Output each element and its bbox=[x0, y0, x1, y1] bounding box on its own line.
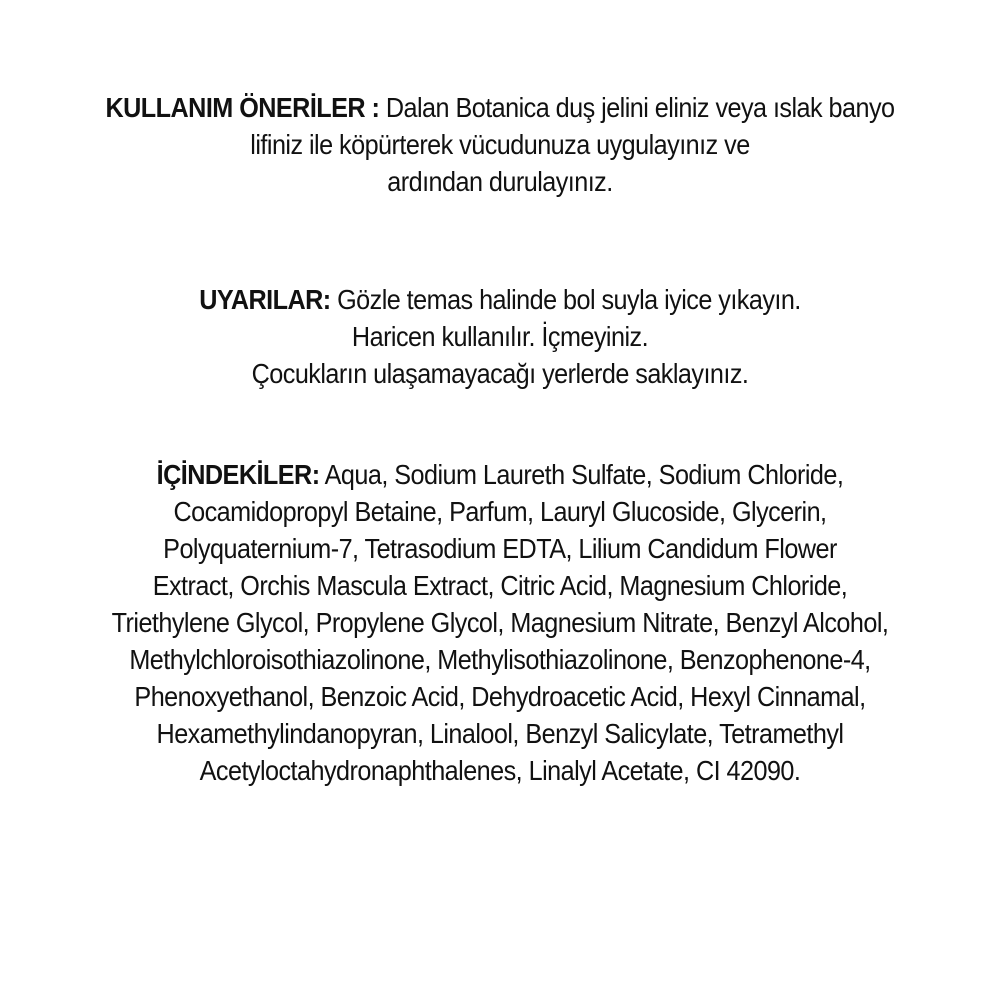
usage-section bbox=[50, 89, 950, 200]
ingredients-heading: İÇİNDEKİLER: bbox=[156, 459, 320, 490]
warnings-line-1 bbox=[50, 281, 950, 318]
usage-text-2: lifiniz ile köpürterek vücudunuza uygulayınız ve bbox=[250, 129, 750, 160]
ingredients-text-1: Aqua, Sodium Laureth Sulfate, Sodium Chloride, bbox=[319, 459, 844, 490]
ingredients-text-2: Cocamidopropyl Betaine, Parfum, Lauryl Glucoside, Glycerin, bbox=[173, 496, 827, 527]
usage-text-1: Dalan Botanica duş jelini eliniz veya ıslak banyo bbox=[379, 92, 895, 123]
warnings-heading: UYARILAR: bbox=[199, 284, 331, 315]
ingredients-section bbox=[50, 456, 950, 789]
usage-heading: KULLANIM ÖNERİLER : bbox=[105, 92, 380, 123]
ingredients-text-9: Acetyloctahydronaphthalenes, Linalyl Acetate, CI 42090. bbox=[199, 755, 801, 786]
warnings-section bbox=[50, 281, 950, 392]
warnings-text-3: Çocukların ulaşamayacağı yerlerde saklayınız. bbox=[251, 358, 749, 389]
usage-text-3: ardından durulayınız. bbox=[387, 166, 613, 197]
ingredients-text-7: Phenoxyethanol, Benzoic Acid, Dehydroacetic Acid, Hexyl Cinnamal, bbox=[134, 681, 866, 712]
warnings-text-2: Haricen kullanılır. İçmeyiniz. bbox=[351, 321, 649, 352]
warnings-text-1: Gözle temas halinde bol suyla iyice yıkayın. bbox=[330, 284, 801, 315]
ingredients-text-8: Hexamethylindanopyran, Linalool, Benzyl Salicylate, Tetramethyl bbox=[156, 718, 844, 749]
ingredients-text-3: Polyquaternium-7, Tetrasodium EDTA, Lilium Candidum Flower bbox=[163, 533, 837, 564]
ingredients-text-6: Methylchloroisothiazolinone, Methylisothiazolinone, Benzophenone-4, bbox=[129, 644, 871, 675]
usage-line-1 bbox=[50, 89, 950, 126]
ingredients-text-5: Triethylene Glycol, Propylene Glycol, Magnesium Nitrate, Benzyl Alcohol, bbox=[111, 607, 889, 638]
ingredients-text-4: Extract, Orchis Mascula Extract, Citric Acid, Magnesium Chloride, bbox=[152, 570, 848, 601]
ingredients-line-1 bbox=[50, 456, 950, 493]
